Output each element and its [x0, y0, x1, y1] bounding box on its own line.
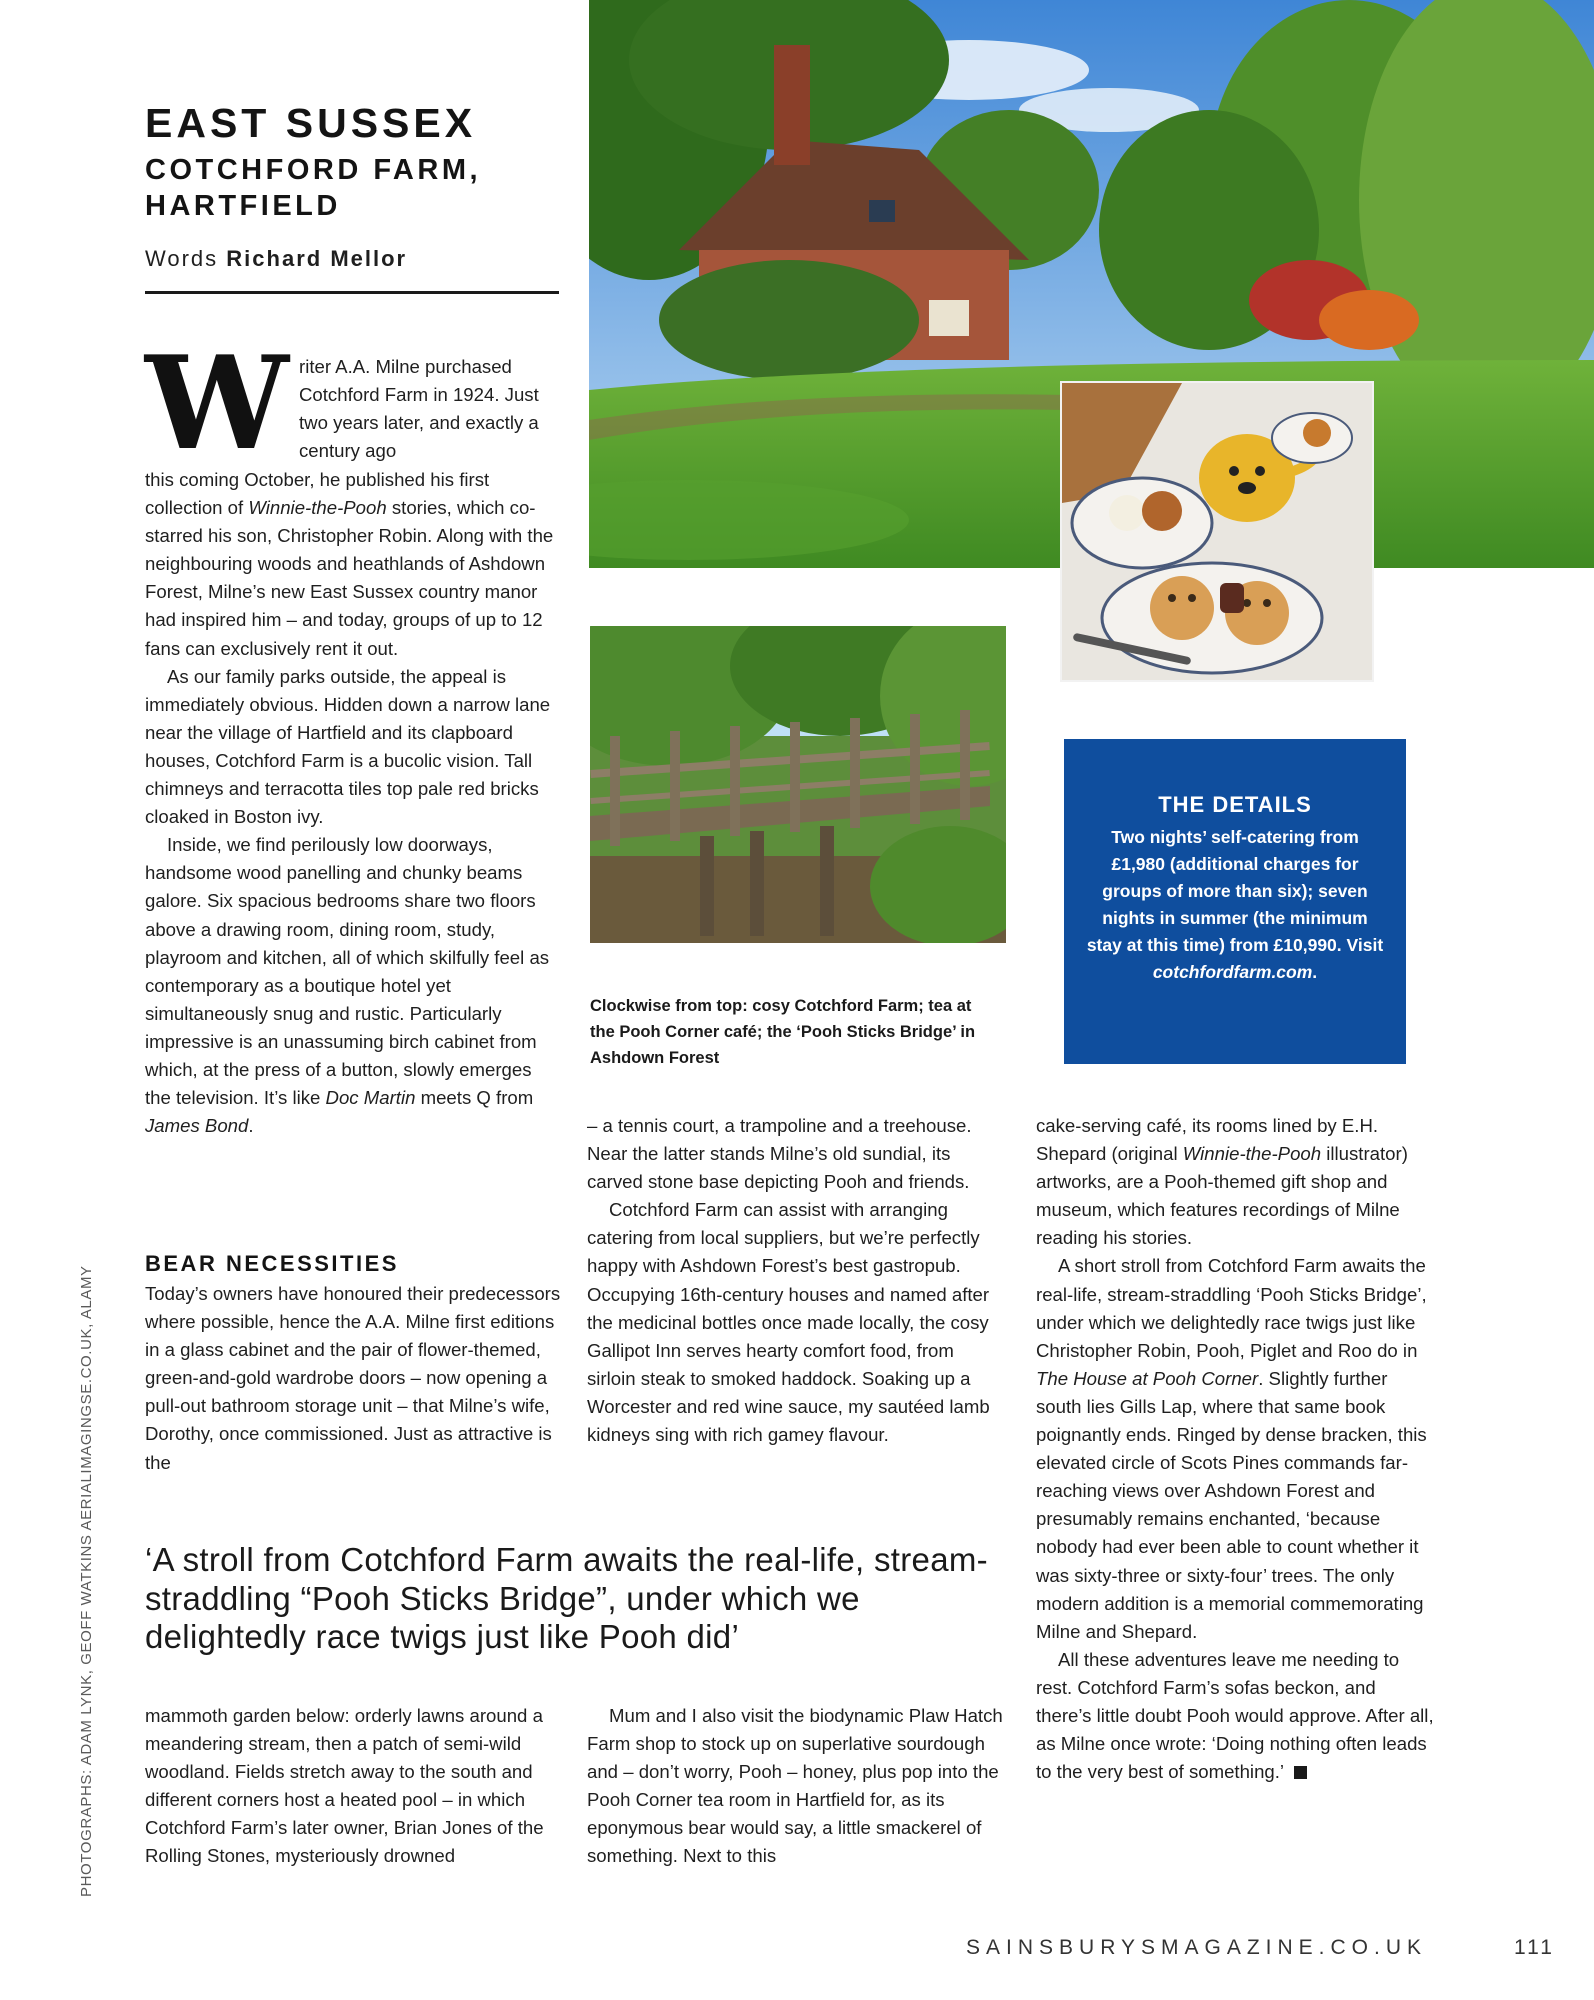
paragraph-3: Inside, we find perilously low doorways, handsome wood panelling and chunky beams galore. Six spacious bedrooms share two floors above a drawing room, dining room, study, playroom and kitchen, all of which skilfully feel as contemporary as a boutique hotel yet simultaneously snug and rustic. Particularly impressive is an unassuming birch cabinet from which, at the press of a button, slowly emerges the television. It’s like Doc Martin meets Q from James Bond. [145, 834, 550, 1137]
body-column-2b [587, 1702, 1007, 1871]
intro-text: riter A.A. Milne purchased Cotchford Farm in 1924. Just two years later, and exactly a century ago [299, 356, 539, 462]
tv-title: Doc Martin [325, 1087, 416, 1109]
paragraph-5: Cotchford Farm can assist with arranging catering from local suppliers, but we’re perfectly happy with Ashdown Forest’s best gastropub. Occupying 16th-century houses and named after the medicinal bottles once made locally, the cosy Gallipot Inn serves hearty comfort food, from sirloin steak to smoked haddock. Soaking up a Worcester and red wine sauce, my sautéed lamb kidneys sing with rich gamey flavour. [587, 1199, 990, 1446]
heading-rule [145, 291, 559, 294]
paragraph-6-cont: cake-serving café, its rooms lined by E.H. Shepard (original Winnie-the-Pooh illustrator) artworks, are a Pooh-themed gift shop and museum, which features recordings of Milne reading his stories. [1036, 1115, 1408, 1249]
body-column-2 [587, 1112, 1007, 1449]
book-title-2: Winnie-the-Pooh [1182, 1143, 1322, 1165]
page-number: 111 [1514, 1936, 1555, 1959]
paragraph-6: Mum and I also visit the biodynamic Plaw Hatch Farm shop to stock up on superlative sourdough and – don’t worry, Pooh – honey, plus pop into the Pooh Corner tea room in Hartfield for, as its eponymous bear would say, a little smackerel of something. Next to this [587, 1705, 1003, 1867]
photo-caption: Clockwise from top: cosy Cotchford Farm; tea at the Pooh Corner café; the ‘Pooh Sticks Bridge’ in Ashdown Forest [590, 997, 976, 1067]
details-link[interactable]: cotchfordfarm.com [1152, 962, 1313, 982]
film-title: James Bond [145, 1115, 249, 1137]
pull-quote: ‘A stroll from Cotchford Farm awaits the real-life, stream-straddling “Pooh Sticks Bridge”, under which we delightedly race twigs just like Pooh did’ [145, 1541, 988, 1655]
body-column-1c [145, 1702, 561, 1871]
details-text: Two nights’ self-catering from £1,980 (additional charges for groups of more than six); seven nights in summer (the minimum stay at this time) from £10,990. Visit cotchfordfarm.com. [1086, 827, 1384, 982]
subheading: BEAR NECESSITIES [145, 1251, 399, 1276]
byline-author: Richard Mellor [226, 246, 408, 271]
photo-pooh-corner-tea [1062, 383, 1372, 680]
intro-lines [299, 353, 561, 465]
paragraph-4-cont2: – a tennis court, a trampoline and a treehouse. Near the latter stands Milne’s old sundial, its carved stone base depicting Pooh and friends. [587, 1115, 972, 1193]
details-box [1064, 739, 1406, 1064]
paragraph-7: A short stroll from Cotchford Farm awaits the real-life, stream-straddling ‘Pooh Sticks Bridge’, under which we delightedly race twigs just like Christopher Robin, Pooh, Piglet and Roo do in The House at Pooh Corner. Slightly further south lies Gills Lap, where that same book poignantly ends. Ringed by dense bracken, this elevated circle of Scots Pines commands far-reaching views over Ashdown Forest and presumably remains enchanted, ‘because nobody had ever been able to count whether it was sixty-three or sixty-four’ trees. The only modern addition is a memorial commemorating Milne and Shepard. [1036, 1255, 1427, 1642]
article-title: COTCHFORD FARM, HARTFIELD [145, 154, 482, 222]
end-mark-icon [1294, 1766, 1307, 1779]
details-heading: THE DETAILS [1158, 792, 1312, 817]
section-kicker: EAST SUSSEX [145, 100, 477, 146]
book-title-3: The House at Pooh Corner [1036, 1367, 1259, 1389]
photo-pooh-sticks-bridge [590, 626, 1006, 943]
paragraph-8: All these adventures leave me needing to rest. Cotchford Farm’s sofas beckon, and there’s little doubt Pooh would approve. After all, as Milne once wrote: ‘Doing nothing often leads to the very best of something.’ [1036, 1648, 1434, 1783]
paragraph-1: this coming October, he published his first collection of Winnie-the-Pooh stories, which co-starred his son, Christopher Robin. Along with the neighbouring woods and heathlands of Ashdown Forest, Milne’s new East Sussex country manor had inspired him – and today, groups of up to 12 fans can exclusively rent it out. [145, 469, 554, 659]
paragraph-4-cont: mammoth garden below: orderly lawns around a meandering stream, then a patch of semi-wild woodland. Fields stretch away to the south and different corners host a heated pool – in which Cotchford Farm’s later owner, Brian Jones of the Rolling Stones, mysteriously drowned [145, 1705, 544, 1867]
byline [145, 246, 407, 272]
byline-prefix: Words [145, 246, 219, 271]
body-column-1b [145, 1280, 561, 1477]
paragraph-4: Today’s owners have honoured their predecessors where possible, hence the A.A. Milne first editions in a glass cabinet and the pair of flower-themed, green-and-gold wardrobe doors – now opening a pull-out bathroom storage unit – that Milne’s wife, Dorothy, once commissioned. Just as attractive is the [145, 1283, 561, 1473]
body-column-1 [145, 466, 561, 1140]
photo-credit: PHOTOGRAPHS: ADAM LYNK, GEOFF WATKINS AERIALIMAGINGSE.CO.UK, ALAMY [78, 1265, 95, 1897]
footer-site: SAINSBURYSMAGAZINE.CO.UK [966, 1936, 1428, 1959]
paragraph-2: As our family parks outside, the appeal is immediately obvious. Hidden down a narrow lane near the village of Hartfield and its clapboard houses, Cotchford Farm is a bucolic vision. Tall chimneys and terracotta tiles top pale red bricks cloaked in Boston ivy. [145, 665, 551, 828]
book-title: Winnie-the-Pooh [248, 497, 387, 519]
body-column-3 [1036, 1112, 1436, 1786]
drop-cap: W [145, 329, 289, 479]
